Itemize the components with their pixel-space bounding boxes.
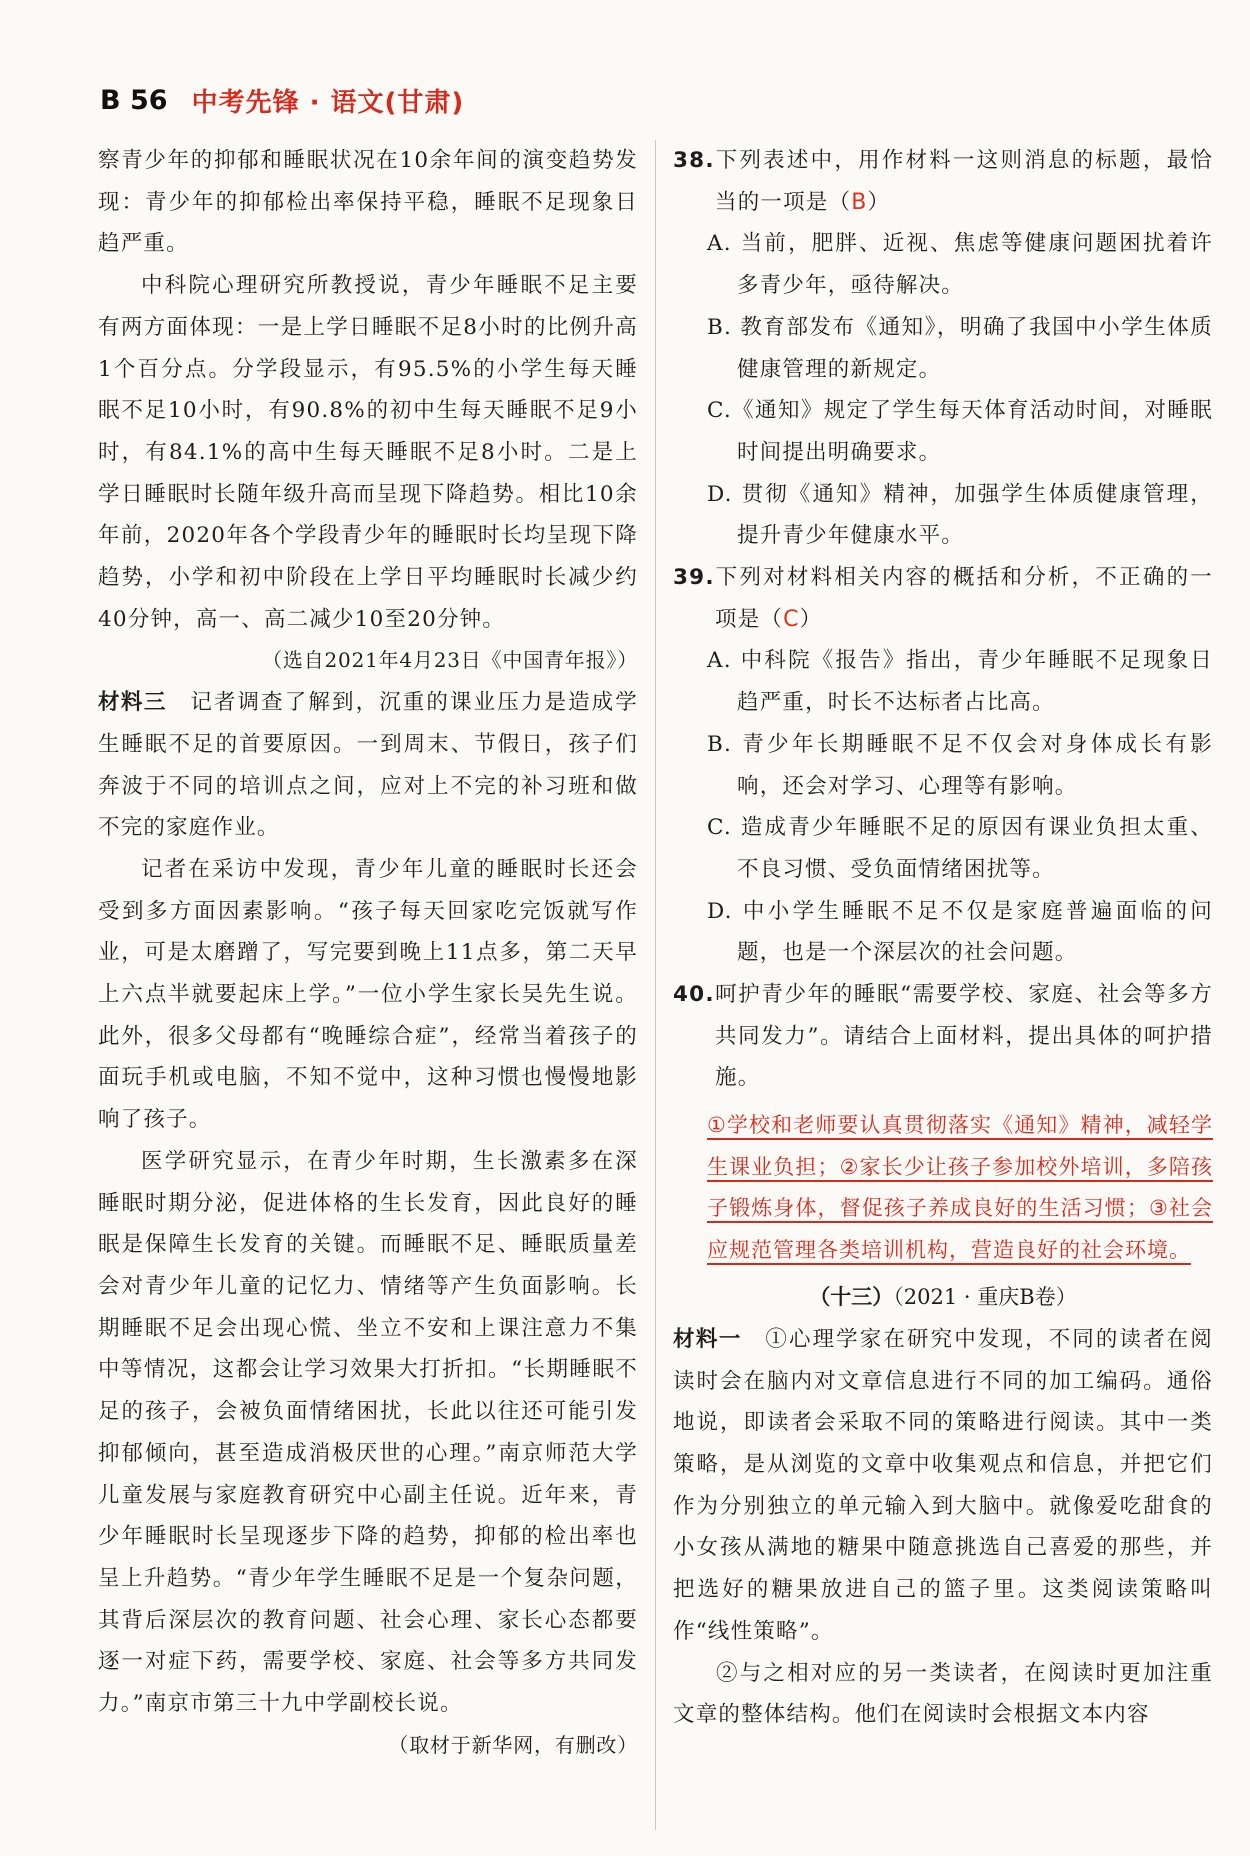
question-38-option-a: A. 当前，肥胖、近视、焦虑等健康问题困扰着许多青少年，亟待解决。 <box>707 231 1213 299</box>
material-three-text: 记者调查了解到，沉重的课业压力是造成学生睡眠不足的首要原因。一到周末、节假日，孩子们奔波于不同的培训点之间，应对上不完的补习班和做不完的家庭作业。 <box>98 690 638 841</box>
source-citation-2: （取材于新华网，有删改） <box>388 1732 638 1757</box>
section-13-title: （十三）（2021 · 重庆B卷） <box>809 1285 1077 1310</box>
question-40-stem: 40.呵护青少年的睡眠“需要学校、家庭、社会等多方共同发力”。请结合上面材料，提出具体的呵护措施。 <box>673 982 1213 1091</box>
question-38-stem: 38.下列表述中，用作材料一这则消息的标题，最恰当的一项是（B） <box>673 148 1213 215</box>
question-40 <box>673 974 1213 1271</box>
section-13-material-one: 材料一 ①心理学家在研究中发现，不同的读者在阅读时会在脑内对文章信息进行不同的加工编码。通俗地说，即读者会采取不同的策略进行阅读。其中一类策略，是从浏览的文章中收集观点和信息，并把它们作为分别独立的单元输入到大脑中。就像爱吃甜食的小女孩从满地的糖果中随意挑选自己喜爱的那些，并把选好的糖果放进自己的篮子里。这类阅读策略叫作“线性策略”。 <box>673 1326 1213 1644</box>
material-three-paragraph <box>98 682 638 849</box>
question-39-number: 39. <box>673 565 715 591</box>
question-39-option-d: D. 中小学生睡眠不足不仅是家庭普遍面临的问题，也是一个深层次的社会问题。 <box>707 898 1213 966</box>
material-one-label: 材料一 <box>673 1326 742 1352</box>
question-39-option-a: A. 中科院《报告》指出，青少年睡眠不足现象日趋严重，时长不达标者占比高。 <box>707 648 1213 716</box>
source-citation-1: （选自2021年4月23日《中国青年报》） <box>262 648 638 673</box>
question-40-answer: ①学校和老师要认真贯彻落实《通知》精神，减轻学生课业负担；②家长少让孩子参加校外培训，多陪孩子锻炼身体，督促孩子养成良好的生活习惯；③社会应规范管理各类培训机构，营造良好的社会环境。 <box>673 1105 1213 1271</box>
page-number: B 56 <box>100 85 168 116</box>
left-column <box>98 140 638 1766</box>
question-39-option-b: B. 青少年长期睡眠不足不仅会对身体成长有影响，还会对学习、心理等有影响。 <box>707 731 1213 799</box>
book-title: 中考先锋 · 语文(甘肃) <box>191 88 465 118</box>
question-39-stem: 39.下列对材料相关内容的概括和分析，不正确的一项是（C） <box>673 565 1213 632</box>
material-three-label: 材料三 <box>98 690 167 716</box>
paragraph-reporter-interview: 记者在采访中发现，青少年儿童的睡眠时长还会受到多方面因素影响。“孩子每天回家吃完饭就写作业，可是太磨蹭了，写完要到晚上11点多，第二天早上六点半就要起床上学。”一位小学生家长吴先生说。此外，很多父母都有“晚睡综合症”，经常当着孩子的面玩手机或电脑，不知不觉中，这种习惯也慢慢地影响了孩子。 <box>98 856 638 1133</box>
question-39 <box>673 557 1213 974</box>
question-39-option-c: C. 造成青少年睡眠不足的原因有课业负担太重、不良习惯、受负面情绪困扰等。 <box>707 815 1213 882</box>
question-38-answer: B <box>851 189 868 215</box>
page-header <box>100 82 464 119</box>
question-40-number: 40. <box>673 982 715 1008</box>
right-column <box>673 140 1213 1736</box>
question-38-option-c: C.《通知》规定了学生每天体育活动时间，对睡眠时间提出明确要求。 <box>707 398 1213 465</box>
question-38-option-b: B. 教育部发布《通知》，明确了我国中小学生体质健康管理的新规定。 <box>707 314 1213 382</box>
paragraph-cas-professor: 中科院心理研究所教授说，青少年睡眠不足主要有两方面体现：一是上学日睡眠不足8小时的比例升高1个百分点。分学段显示，有95.5%的小学生每天睡眠不足10小时，有90.8%的初中生每天睡眠不足9小时，有84.1%的高中生每天睡眠不足8小时。二是上学日睡眠时长随年级升高而呈现下降趋势。相比10余年前，2020年各个学段青少年的睡眠时长均呈现下降趋势，小学和初中阶段在上学日平均睡眠时长减少约40分钟，高一、高二减少10至20分钟。 <box>98 273 638 632</box>
paragraph-medical-research: 医学研究显示，在青少年时期，生长激素多在深睡眠时期分泌，促进体格的生长发育，因此良好的睡眠是保障生长发育的关键。而睡眠不足、睡眠质量差会对青少年儿童的记忆力、情绪等产生负面影响。长期睡眠不足会出现心慌、坐立不安和上课注意力不集中等情况，这都会让学习效果大打折扣。“长期睡眠不足的孩子，会被负面情绪困扰，长此以往还可能引发抑郁倾向，甚至造成消极厌世的心理。”南京师范大学儿童发展与家庭教育研究中心副主任说。近年来，青少年睡眠时长呈现逐步下降的趋势，抑郁的检出率也呈上升趋势。“青少年学生睡眠不足是一个复杂问题，其背后深层次的教育问题、社会心理、家长心态都要逐一对症下药，需要学校、家庭、社会等多方共同发力。”南京市第三十九中学副校长说。 <box>98 1148 638 1717</box>
question-38 <box>673 140 1213 557</box>
section-13-paragraph-2: ②与之相对应的另一类读者，在阅读时更加注重文章的整体结构。他们在阅读时会根据文本内容 <box>673 1660 1213 1728</box>
paragraph-continued: 察青少年的抑郁和睡眠状况在10余年间的演变趋势发现：青少年的抑郁检出率保持平稳，睡眠不足现象日趋严重。 <box>98 148 638 257</box>
question-39-answer: C <box>783 606 800 632</box>
question-38-option-d: D. 贯彻《通知》精神，加强学生体质健康管理，提升青少年健康水平。 <box>707 481 1213 549</box>
column-divider <box>655 140 656 1830</box>
question-38-number: 38. <box>673 148 715 173</box>
